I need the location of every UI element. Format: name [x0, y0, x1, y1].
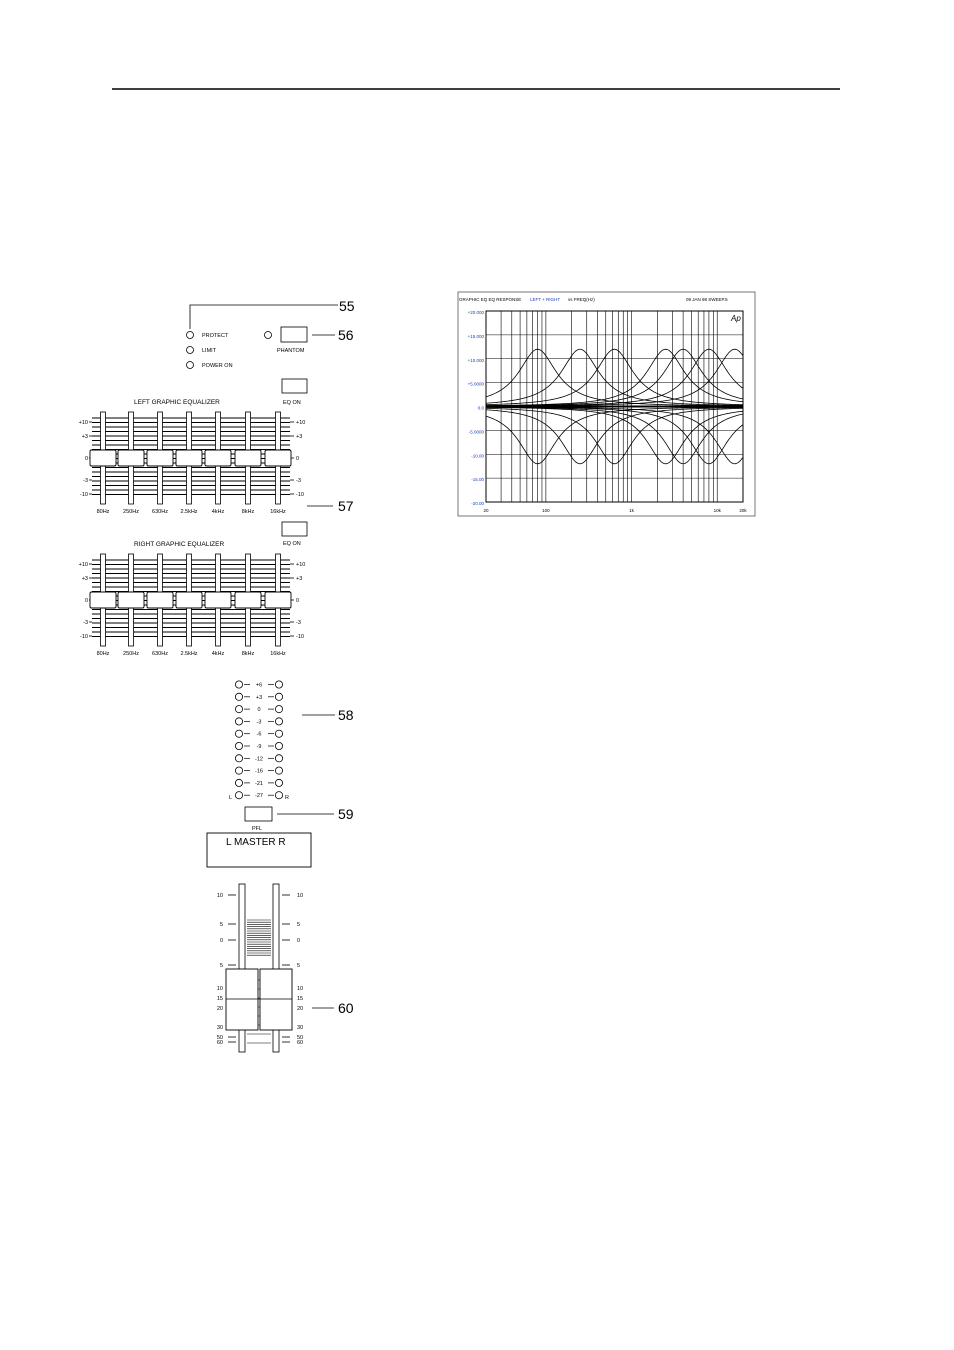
master-scale-label: 20: [297, 1006, 304, 1012]
eq-fader-knob[interactable]: [265, 592, 291, 608]
plot-y-tick: -20.00: [471, 501, 484, 506]
meter-left-label: L: [229, 795, 233, 801]
meter-led-left: [235, 779, 242, 786]
meter-level-label: -27: [255, 793, 263, 800]
right-eq-on-label: EQ ON: [283, 541, 301, 547]
master-scale-label: 10: [216, 893, 223, 899]
eq-band-label: 2.5kHz: [180, 651, 198, 657]
meter-led-left: [235, 718, 242, 725]
eq-scale-label: 0: [84, 598, 88, 604]
eq-fader-knob[interactable]: [90, 450, 116, 466]
left-eq-on-label: EQ ON: [283, 400, 301, 406]
master-scale-label: 10: [297, 893, 304, 899]
right-graphic-equalizer: [79, 522, 307, 657]
eq-band-label: 250Hz: [123, 509, 139, 515]
plot-y-tick: +5.0000: [467, 381, 484, 387]
plot-y-tick: 0.0: [477, 405, 484, 411]
eq-fader-knob[interactable]: [205, 592, 231, 608]
eq-fader-knob[interactable]: [118, 450, 144, 466]
master-scale-label: 30: [297, 1025, 304, 1031]
master-fader-knob-left[interactable]: [226, 969, 258, 1030]
meter-level-label: -21: [255, 780, 263, 787]
eq-fader-knob[interactable]: [118, 592, 144, 608]
eq-scale-label: +3: [296, 434, 303, 440]
eq-scale-label: +3: [296, 576, 303, 582]
meter-level-label: +3: [255, 694, 263, 701]
phantom-led: [265, 332, 272, 339]
master-scale-label: 5: [297, 963, 301, 969]
eq-scale-label: -10: [80, 492, 88, 498]
meter-right-label: R: [285, 795, 289, 801]
meter-led-left: [235, 730, 242, 737]
meter-level-label: -6: [256, 731, 262, 738]
master-scale-label: 5: [219, 922, 223, 928]
plot-header-mid2: vs FREQ(Hz): [568, 297, 595, 302]
meter-led-left: [235, 742, 242, 749]
eq-scale-label: 0: [296, 598, 300, 604]
master-scale-label: 50: [297, 1035, 304, 1041]
left-eq-on-button[interactable]: [282, 379, 307, 393]
right-eq-on-button[interactable]: [282, 522, 307, 536]
master-scale-label: 60: [216, 1040, 223, 1046]
limit-label: LIMIT: [202, 348, 217, 354]
phantom-label: PHANTOM: [277, 348, 305, 354]
protect-led: [187, 332, 194, 339]
eq-fader-knob[interactable]: [147, 592, 173, 608]
eq-fader-knob[interactable]: [235, 592, 261, 608]
callout-55-leader: [190, 305, 338, 329]
meter-level-label: -12: [255, 756, 263, 763]
master-scale-label: 10: [297, 986, 304, 992]
eq-fader-knob[interactable]: [90, 592, 116, 608]
meter-led-right: [275, 792, 282, 799]
meter-level-label: 0: [257, 707, 261, 714]
plot-y-tick: +15.000: [467, 333, 484, 339]
eq-band-label: 8kHz: [241, 509, 255, 515]
plot-header-right: 09 JAN 98 SWEEP.5: [686, 297, 728, 302]
eq-scale-label: -3: [83, 478, 88, 484]
eq-band-label: 2.5kHz: [180, 509, 198, 515]
eq-scale-label: -10: [80, 634, 88, 640]
callout-60: 60: [338, 1000, 354, 1016]
meter-led-right: [275, 742, 282, 749]
eq-scale-label: -3: [296, 620, 301, 626]
meter-led-left: [235, 792, 242, 799]
plot-header-mid: LEFT + RIGHT: [530, 297, 561, 302]
meter-level-label: +6: [255, 682, 263, 689]
right-eq-title: RIGHT GRAPHIC EQUALIZER: [134, 541, 225, 548]
meter-led-left: [235, 681, 242, 688]
eq-fader-knob[interactable]: [235, 450, 261, 466]
master-scale-label: 60: [297, 1040, 304, 1046]
master-scale-label: 15: [297, 996, 304, 1002]
eq-fader-knob[interactable]: [176, 450, 202, 466]
plot-header-left: GRAPHIC EQ EQ RESPONSE: [459, 297, 522, 302]
led-level-meter: [229, 681, 354, 801]
master-scale-label: 10: [216, 986, 223, 992]
power-on-led: [187, 362, 194, 369]
callout-55: 55: [339, 298, 355, 314]
master-fader-knob-right[interactable]: [260, 969, 292, 1030]
master-scale-label: 5: [219, 963, 223, 969]
master-faders: [217, 884, 354, 1052]
eq-fader-knob[interactable]: [265, 450, 291, 466]
meter-level-label: -9: [256, 744, 262, 750]
status-panel: [187, 298, 355, 369]
meter-led-right: [275, 767, 282, 774]
eq-band-label: 80Hz: [96, 651, 110, 657]
eq-scale-label: 0: [296, 456, 300, 462]
master-scale-label: 5: [297, 922, 301, 928]
plot-x-tick: 100: [542, 508, 550, 513]
meter-level-label: -16: [255, 768, 263, 775]
limit-led: [187, 347, 194, 354]
eq-band-label: 16kHz: [270, 509, 286, 515]
plot-x-tick: 20: [483, 508, 489, 513]
eq-band-label: 250Hz: [123, 651, 139, 657]
pfl-button[interactable]: [245, 807, 272, 821]
plot-logo: Ap: [731, 314, 741, 323]
plot-x-tick: 20k: [739, 508, 747, 513]
eq-fader-knob[interactable]: [147, 450, 173, 466]
master-scale-label: 30: [216, 1025, 223, 1031]
eq-band-label: 8kHz: [241, 651, 255, 657]
meter-led-left: [235, 693, 242, 700]
callout-58: 58: [338, 707, 354, 723]
plot-y-tick: +10.000: [467, 357, 484, 363]
protect-label: PROTECT: [202, 333, 229, 339]
meter-led-right: [275, 779, 282, 786]
eq-scale-label: +3: [81, 576, 88, 582]
plot-y-tick: -15.00: [471, 477, 484, 483]
eq-scale-label: -3: [83, 620, 88, 626]
eq-scale-label: +3: [81, 434, 88, 440]
callout-59: 59: [338, 806, 354, 822]
eq-band-label: 80Hz: [96, 509, 110, 515]
master-scale-label: 50: [216, 1035, 223, 1041]
pfl-label: PFL: [252, 826, 263, 832]
master-label: L MASTER R: [226, 837, 286, 848]
left-eq-title: LEFT GRAPHIC EQUALIZER: [134, 399, 220, 406]
eq-scale-label: -10: [296, 492, 304, 498]
meter-led-right: [275, 706, 282, 713]
meter-level-label: -3: [256, 719, 262, 726]
eq-response-plot: [458, 292, 755, 516]
eq-scale-label: +10: [296, 420, 306, 426]
eq-fader-knob[interactable]: [205, 450, 231, 466]
meter-led-right: [275, 755, 282, 762]
eq-scale-label: 0: [84, 456, 88, 462]
master-scale-label: 20: [216, 1006, 223, 1012]
eq-band-label: 630Hz: [152, 651, 168, 657]
eq-fader-knob[interactable]: [176, 592, 202, 608]
eq-scale-label: +10: [78, 562, 88, 568]
plot-y-tick: -10.00: [471, 453, 484, 459]
meter-led-right: [275, 681, 282, 688]
eq-band-label: 16kHz: [270, 651, 286, 657]
eq-scale-label: +10: [78, 420, 88, 426]
master-scale-label: 0: [219, 938, 223, 944]
meter-led-left: [235, 755, 242, 762]
eq-band-label: 4kHz: [211, 509, 225, 515]
phantom-button[interactable]: [281, 327, 307, 342]
meter-led-right: [275, 718, 282, 725]
plot-x-tick: 10k: [713, 508, 721, 513]
eq-scale-label: -10: [296, 634, 304, 640]
eq-scale-label: +10: [296, 562, 306, 568]
power-on-label: POWER ON: [202, 363, 233, 369]
callout-57: 57: [338, 498, 354, 514]
meter-led-left: [235, 767, 242, 774]
callout-56: 56: [338, 327, 354, 343]
meter-led-left: [235, 706, 242, 713]
master-scale-label: 15: [216, 996, 223, 1002]
eq-scale-label: -3: [296, 478, 301, 484]
plot-y-tick: +20.000: [467, 310, 484, 315]
left-graphic-equalizer: [79, 379, 354, 515]
eq-band-label: 4kHz: [211, 651, 225, 657]
meter-led-right: [275, 693, 282, 700]
plot-y-tick: -5.0000: [468, 429, 484, 435]
plot-x-tick: 1k: [629, 508, 634, 513]
eq-band-label: 630Hz: [152, 509, 168, 515]
meter-led-right: [275, 730, 282, 737]
master-scale-label: 0: [297, 938, 301, 944]
